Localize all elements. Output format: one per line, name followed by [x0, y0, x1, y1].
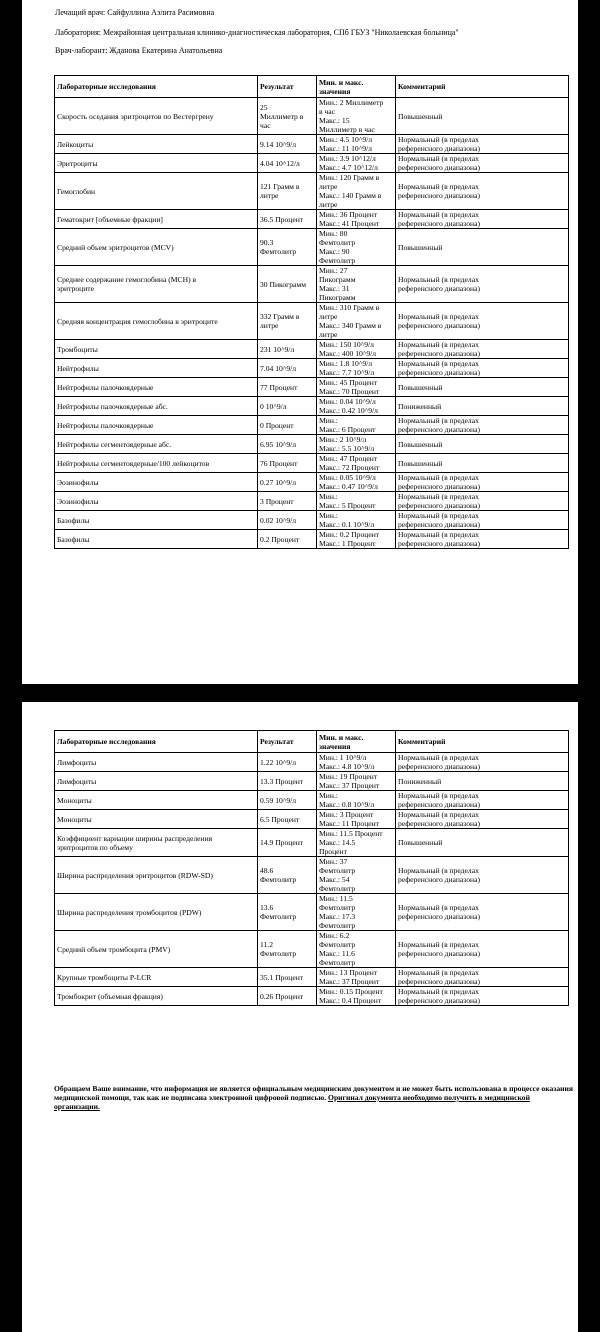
table-row: [55, 397, 569, 416]
cell-range: Мин.: 6.2 Фемтолитр Макс.: 11.6 Фемтолитр: [317, 931, 396, 968]
cell-range: Мин.: 1.8 10^9/л Макс.: 7.7 10^9/л: [317, 359, 396, 378]
header-comment: Комментарий: [396, 731, 569, 753]
disclaimer-text: Обращаем Ваше внимание, что информация не является официальным медицинским документом и не может быть использована в процессе оказания медицинской помощи, так как не подписана электронной цифровой подписью.: [54, 1084, 573, 1102]
cell-range: Мин.: 150 10^9/л Макс.: 400 10^9/л: [317, 340, 396, 359]
cell-test: Лимфоциты: [55, 772, 258, 791]
lab-technician: Врач-лаборант: Жданова Екатерина Анатольевна: [55, 46, 223, 55]
cell-comment: Нормальный (в пределах референсного диапазона): [396, 987, 569, 1006]
cell-result: 1.22 10^9/л: [258, 753, 317, 772]
table-row: [55, 173, 569, 210]
cell-test: Крупные тромбоциты P-LCR: [55, 968, 258, 987]
cell-result: 3 Процент: [258, 492, 317, 511]
cell-result: 0.02 10^9/л: [258, 511, 317, 530]
cell-result: 121 Грамм в литре: [258, 173, 317, 210]
cell-range: Мин.: 37 Фемтолитр Макс.: 54 Фемтолитр: [317, 857, 396, 894]
table-row: [55, 987, 569, 1006]
cell-result: 25 Миллиметр в час: [258, 98, 317, 135]
cell-comment: Нормальный (в пределах референсного диапазона): [396, 968, 569, 987]
cell-test: Гемоглобин: [55, 173, 258, 210]
cell-test: Скорость оседания эритроцитов по Вестергрену: [55, 98, 258, 135]
cell-range: Мин.: 4.5 10^9/л Макс.: 11 10^9/л: [317, 135, 396, 154]
cell-range: Мин.: 3.9 10^12/л Макс.: 4.7 10^12/л: [317, 154, 396, 173]
table-row: [55, 154, 569, 173]
cell-test: Тромбокрит (объемная фракция): [55, 987, 258, 1006]
cell-test: Лейкоциты: [55, 135, 258, 154]
cell-test: Средняя концентрация гемоглобина в эритроците: [55, 303, 258, 340]
cell-result: 0 10^9/л: [258, 397, 317, 416]
cell-test: Коэффициент вариации ширины распределения эритроцитов по объему: [55, 829, 258, 857]
cell-test: Нейтрофилы сегментоядерные абс.: [55, 435, 258, 454]
cell-result: 6.5 Процент: [258, 810, 317, 829]
header-result: Результат: [258, 731, 317, 753]
cell-range: Мин.: 2 Миллиметр в час Макс.: 15 Миллиметр в час: [317, 98, 396, 135]
cell-range: Мин.: 19 Процент Макс.: 37 Процент: [317, 772, 396, 791]
cell-result: 48.6 Фемтолитр: [258, 857, 317, 894]
cell-result: 0.26 Процент: [258, 987, 317, 1006]
table-header-row: [55, 731, 569, 753]
cell-comment: Повышенный: [396, 378, 569, 397]
table-row: [55, 340, 569, 359]
cell-comment: Повышенный: [396, 454, 569, 473]
cell-comment: Нормальный (в пределах референсного диапазона): [396, 266, 569, 303]
cell-result: 0.27 10^9/л: [258, 473, 317, 492]
table-row: [55, 359, 569, 378]
table-row: [55, 303, 569, 340]
header-test: Лабораторные исследования: [55, 731, 258, 753]
table-row: [55, 210, 569, 229]
cell-test: Моноциты: [55, 810, 258, 829]
table-row: [55, 772, 569, 791]
cell-result: 77 Процент: [258, 378, 317, 397]
cell-test: Эритроциты: [55, 154, 258, 173]
cell-comment: Нормальный (в пределах референсного диапазона): [396, 173, 569, 210]
document-page-2: [22, 702, 578, 1332]
header-comment: Комментарий: [396, 76, 569, 98]
table-row: [55, 378, 569, 397]
cell-test: Нейтрофилы палочкоядерные: [55, 378, 258, 397]
table-row: [55, 810, 569, 829]
cell-range: Мин.: 11.5 Процент Макс.: 14.5 Процент: [317, 829, 396, 857]
cell-test: Нейтрофилы сегментоядерные/100 лейкоцитов: [55, 454, 258, 473]
table-row: [55, 435, 569, 454]
cell-range: Мин.: 11.5 Фемтолитр Макс.: 17.3 Фемтолитр: [317, 894, 396, 931]
cell-result: 0.59 10^9/л: [258, 791, 317, 810]
table-row: [55, 492, 569, 511]
cell-range: Мин.: 0.05 10^9/л Макс.: 0.47 10^9/л: [317, 473, 396, 492]
cell-range: Мин.: 120 Грамм в литре Макс.: 140 Грамм в литре: [317, 173, 396, 210]
cell-range: Мин.: 0.2 Процент Макс.: 1 Процент: [317, 530, 396, 549]
cell-result: 9.14 10^9/л: [258, 135, 317, 154]
cell-result: 0 Процент: [258, 416, 317, 435]
cell-comment: Нормальный (в пределах референсного диапазона): [396, 340, 569, 359]
cell-result: 6.95 10^9/л: [258, 435, 317, 454]
document-page-1: [22, 0, 578, 684]
results-table-2: [54, 730, 569, 1006]
cell-comment: Нормальный (в пределах референсного диапазона): [396, 530, 569, 549]
cell-test: Среднее содержание гемоглобина (MCH) в эритроците: [55, 266, 258, 303]
table-row: [55, 857, 569, 894]
table-row: [55, 135, 569, 154]
table-row: [55, 753, 569, 772]
cell-comment: Повышенный: [396, 435, 569, 454]
cell-range: Мин.: 80 Фемтолитр Макс.: 90 Фемтолитр: [317, 229, 396, 266]
cell-test: Эозинофилы: [55, 473, 258, 492]
cell-test: Базофилы: [55, 511, 258, 530]
cell-result: 13.6 Фемтолитр: [258, 894, 317, 931]
table-row: [55, 454, 569, 473]
cell-result: 332 Грамм в литре: [258, 303, 317, 340]
cell-comment: Нормальный (в пределах референсного диапазона): [396, 857, 569, 894]
cell-comment: Повышенный: [396, 829, 569, 857]
cell-test: Нейтрофилы палочкоядерные абс.: [55, 397, 258, 416]
cell-result: 231 10^9/л: [258, 340, 317, 359]
cell-test: Гематокрит [объемные фракции]: [55, 210, 258, 229]
cell-comment: Нормальный (в пределах референсного диапазона): [396, 154, 569, 173]
cell-comment: Нормальный (в пределах референсного диапазона): [396, 135, 569, 154]
cell-test: Средний объем тромбоцита (PMV): [55, 931, 258, 968]
cell-result: 36.5 Процент: [258, 210, 317, 229]
table-row: [55, 511, 569, 530]
cell-comment: Повышенный: [396, 98, 569, 135]
cell-range: Мин.: 310 Грамм в литре Макс.: 340 Грамм в литре: [317, 303, 396, 340]
cell-range: Мин.: Макс.: 6 Процент: [317, 416, 396, 435]
table-row: [55, 894, 569, 931]
cell-comment: Нормальный (в пределах референсного диапазона): [396, 894, 569, 931]
table-row: [55, 931, 569, 968]
cell-result: 14.9 Процент: [258, 829, 317, 857]
table-row: [55, 98, 569, 135]
header-test: Лабораторные исследования: [55, 76, 258, 98]
cell-comment: Нормальный (в пределах референсного диапазона): [396, 511, 569, 530]
results-table-1: [54, 75, 569, 549]
cell-comment: Нормальный (в пределах референсного диапазона): [396, 473, 569, 492]
cell-test: Базофилы: [55, 530, 258, 549]
cell-range: Мин.: Макс.: 5 Процент: [317, 492, 396, 511]
cell-range: Мин.: 3 Процент Макс.: 11 Процент: [317, 810, 396, 829]
cell-test: Ширина распределения тромбоцитов (PDW): [55, 894, 258, 931]
cell-range: Мин.: 2 10^9/л Макс.: 5.5 10^9/л: [317, 435, 396, 454]
cell-range: Мин.: 36 Процент Макс.: 41 Процент: [317, 210, 396, 229]
cell-comment: Нормальный (в пределах референсного диапазона): [396, 810, 569, 829]
cell-test: Ширина распределения эритроцитов (RDW-SD): [55, 857, 258, 894]
cell-range: Мин.: Макс.: 0.1 10^9/л: [317, 511, 396, 530]
cell-comment: Нормальный (в пределах референсного диапазона): [396, 791, 569, 810]
cell-test: Средний объем эритроцитов (MCV): [55, 229, 258, 266]
cell-test: Лимфоциты: [55, 753, 258, 772]
cell-result: 76 Процент: [258, 454, 317, 473]
cell-range: Мин.: Макс.: 0.8 10^9/л: [317, 791, 396, 810]
cell-range: Мин.: 27 Пикограмм Макс.: 31 Пикограмм: [317, 266, 396, 303]
cell-result: 35.1 Процент: [258, 968, 317, 987]
table-row: [55, 791, 569, 810]
cell-comment: Нормальный (в пределах референсного диапазона): [396, 931, 569, 968]
cell-comment: Нормальный (в пределах референсного диапазона): [396, 492, 569, 511]
laboratory-name: Лаборатория: Межрайонная центральная клинико-диагностическая лаборатория, СПб ГБУЗ "Николаевская больница": [55, 28, 459, 37]
cell-comment: Нормальный (в пределах референсного диапазона): [396, 753, 569, 772]
cell-comment: Нормальный (в пределах референсного диапазона): [396, 210, 569, 229]
cell-test: Нейтрофилы палочкоядерные: [55, 416, 258, 435]
cell-comment: Нормальный (в пределах референсного диапазона): [396, 416, 569, 435]
cell-result: 90.3 Фемтолитр: [258, 229, 317, 266]
disclaimer-original-note: Оригинал документа необходимо получить в медицинской организации.: [54, 1093, 530, 1111]
table-row: [55, 416, 569, 435]
header-range: Мин. и макс. значения: [317, 76, 396, 98]
cell-range: Мин.: 1 10^9/л Макс.: 4.8 10^9/л: [317, 753, 396, 772]
cell-test: Тромбоциты: [55, 340, 258, 359]
cell-range: Мин.: 45 Процент Макс.: 70 Процент: [317, 378, 396, 397]
cell-result: 7.04 10^9/л: [258, 359, 317, 378]
cell-result: 13.3 Процент: [258, 772, 317, 791]
cell-result: 4.04 10^12/л: [258, 154, 317, 173]
cell-test: Моноциты: [55, 791, 258, 810]
attending-doctor: Лечащий врач: Сайфуллина Аэлита Расимовна: [55, 8, 215, 17]
cell-range: Мин.: 13 Процент Макс.: 37 Процент: [317, 968, 396, 987]
header-range: Мин. и макс. значения: [317, 731, 396, 753]
cell-range: Мин.: 47 Процент Макс.: 72 Процент: [317, 454, 396, 473]
disclaimer-notice: [54, 1084, 574, 1111]
cell-comment: Нормальный (в пределах референсного диапазона): [396, 303, 569, 340]
cell-result: 0.2 Процент: [258, 530, 317, 549]
table-row: [55, 968, 569, 987]
table-row: [55, 829, 569, 857]
cell-range: Мин.: 0.04 10^9/л Макс.: 0.42 10^9/л: [317, 397, 396, 416]
cell-comment: Нормальный (в пределах референсного диапазона): [396, 359, 569, 378]
table-row: [55, 229, 569, 266]
cell-comment: Пониженный: [396, 397, 569, 416]
table-row: [55, 530, 569, 549]
cell-comment: Повышенный: [396, 229, 569, 266]
cell-test: Эозинофилы: [55, 492, 258, 511]
cell-test: Нейтрофилы: [55, 359, 258, 378]
cell-result: 30 Пикограмм: [258, 266, 317, 303]
cell-comment: Пониженный: [396, 772, 569, 791]
cell-range: Мин.: 0.15 Процент Макс.: 0.4 Процент: [317, 987, 396, 1006]
table-row: [55, 266, 569, 303]
cell-result: 11.2 Фемтолитр: [258, 931, 317, 968]
header-result: Результат: [258, 76, 317, 98]
table-row: [55, 473, 569, 492]
table-header-row: [55, 76, 569, 98]
